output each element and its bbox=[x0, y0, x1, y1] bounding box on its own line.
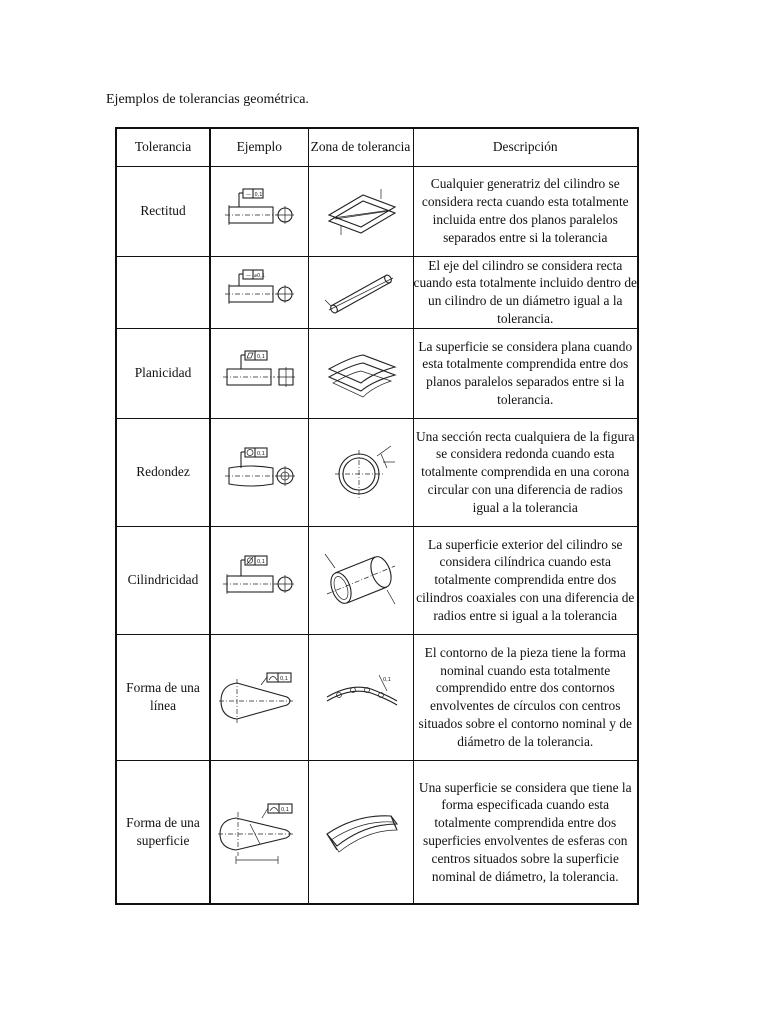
description: La superficie exterior del cilindro se considera cilíndrica cuando esta totalmente comprendida entre dos cilindros coaxiales con una diferencia de radios entre si igual a la tolerancia bbox=[413, 526, 638, 634]
table-row bbox=[116, 634, 638, 760]
table-row bbox=[116, 418, 638, 526]
tolerance-name: Planicidad bbox=[116, 328, 210, 418]
table-row bbox=[116, 526, 638, 634]
line-profile-zone-icon bbox=[308, 634, 413, 760]
axis-straightness-drawing-icon bbox=[210, 256, 308, 328]
cylindricity-drawing-icon bbox=[210, 526, 308, 634]
header-tolerancia: Tolerancia bbox=[116, 128, 210, 166]
svg-text:0,1: 0,1 bbox=[257, 559, 266, 566]
line-profile-drawing-icon bbox=[210, 634, 308, 760]
tolerance-name bbox=[116, 256, 210, 328]
table-row bbox=[116, 256, 638, 328]
table-header-row bbox=[116, 128, 638, 166]
surface-profile-zone-icon bbox=[308, 760, 413, 904]
page-title: Ejemplos de tolerancias geométrica. bbox=[106, 92, 309, 107]
tolerance-name: Redondez bbox=[116, 418, 210, 526]
header-zona: Zona de tolerancia bbox=[308, 128, 413, 166]
straightness-drawing-icon bbox=[210, 166, 308, 256]
svg-text:0,1: 0,1 bbox=[257, 354, 266, 361]
svg-text:0,1: 0,1 bbox=[382, 677, 391, 684]
table-row bbox=[116, 760, 638, 904]
description: La superficie se considera plana cuando esta totalmente comprendida entre dos planos paralelos separados entre si la tolerancia. bbox=[413, 328, 638, 418]
coaxial-cylinders-zone-icon bbox=[308, 526, 413, 634]
description: El contorno de la pieza tiene la forma nominal cuando esta totalmente comprendido entre dos contornos envolventes de círculos con centros situados sobre el contorno nominal y de diámetro de la tolerancia. bbox=[413, 634, 638, 760]
description: El eje del cilindro se considera recta cuando esta totalmente incluido dentro de un cilindro de un diámetro igual a la tolerancia. bbox=[413, 256, 638, 328]
tolerance-name: Rectitud bbox=[116, 166, 210, 256]
parallel-planes-zone-icon bbox=[308, 166, 413, 256]
tolerance-name: Cilindricidad bbox=[116, 526, 210, 634]
svg-text:0,1: 0,1 bbox=[254, 192, 263, 198]
circular-crown-zone-icon bbox=[308, 418, 413, 526]
svg-text:—: — bbox=[246, 192, 252, 198]
header-descripcion: Descripción bbox=[413, 128, 638, 166]
description: Cualquier generatriz del cilindro se considera recta cuando esta totalmente incluida entre dos planos paralelos separados entre si la tolerancia bbox=[413, 166, 638, 256]
flatness-drawing-icon bbox=[210, 328, 308, 418]
table-row bbox=[116, 328, 638, 418]
two-planes-zone-icon bbox=[308, 328, 413, 418]
cylinder-zone-icon bbox=[308, 256, 413, 328]
surface-profile-drawing-icon bbox=[210, 760, 308, 904]
header-ejemplo: Ejemplo bbox=[210, 128, 308, 166]
svg-text:0,1: 0,1 bbox=[257, 451, 266, 458]
tolerance-table bbox=[115, 127, 639, 905]
tolerance-name: Forma de una superficie bbox=[116, 760, 210, 904]
table-row bbox=[116, 166, 638, 256]
svg-text:0,1: 0,1 bbox=[281, 806, 290, 813]
description: Una sección recta cualquiera de la figura se considera redonda cuando esta totalmente comprendida en una corona circular con una diferencia de radios igual a la tolerancia bbox=[413, 418, 638, 526]
svg-text:—: — bbox=[246, 273, 252, 280]
svg-text:⌀0,1: ⌀0,1 bbox=[254, 273, 266, 280]
roundness-drawing-icon bbox=[210, 418, 308, 526]
description: Una superficie se considera que tiene la forma especificada cuando esta totalmente comprendida entre dos superficies envolventes de esferas con centros situados sobre la superficie nominal de diámetro, la tolerancia. bbox=[413, 760, 638, 904]
tolerance-name: Forma de una línea bbox=[116, 634, 210, 760]
svg-text:0,1: 0,1 bbox=[280, 676, 289, 683]
